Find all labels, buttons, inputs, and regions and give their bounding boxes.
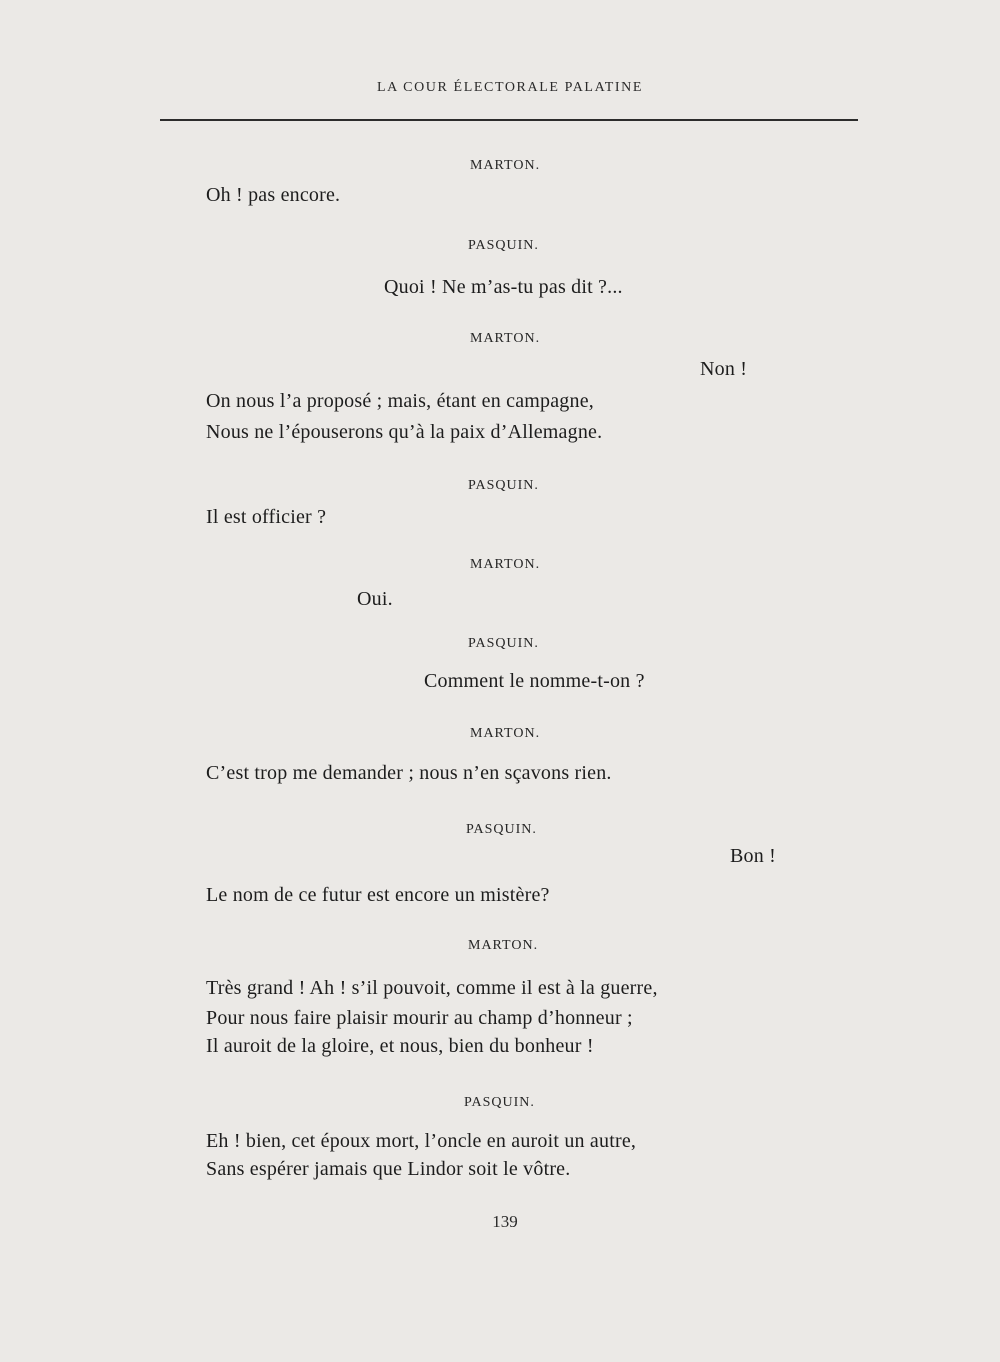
speaker-marton: MARTON.: [470, 331, 541, 346]
verse-line: Il auroit de la gloire, et nous, bien du bonheur !: [206, 1035, 594, 1057]
verse-line: Il est officier ?: [206, 506, 327, 528]
speaker-marton: MARTON.: [470, 158, 541, 173]
verse-line: On nous l’a proposé ; mais, étant en campagne,: [206, 390, 594, 412]
speaker-pasquin: PASQUIN.: [468, 478, 539, 493]
speaker-marton: MARTON.: [470, 557, 541, 572]
verse-line: Eh ! bien, cet époux mort, l’oncle en auroit un autre,: [206, 1130, 637, 1152]
verse-line: Le nom de ce futur est encore un mistère?: [206, 884, 550, 906]
page-number: 139: [492, 1212, 518, 1231]
verse-line: Non !: [700, 358, 748, 380]
verse-line: C’est trop me demander ; nous n’en sçavons rien.: [206, 762, 612, 784]
verse-line: Bon !: [730, 845, 776, 867]
verse-line: Très grand ! Ah ! s’il pouvoit, comme il est à la guerre,: [206, 977, 658, 999]
verse-line: Nous ne l’épouserons qu’à la paix d’Allemagne.: [206, 421, 603, 443]
verse-line: Comment le nomme-t-on ?: [424, 670, 645, 692]
speaker-marton: MARTON.: [468, 938, 539, 953]
verse-line: Quoi ! Ne m’as-tu pas dit ?...: [384, 276, 623, 298]
verse-line: Oui.: [357, 588, 393, 610]
speaker-pasquin: PASQUIN.: [468, 238, 539, 253]
header-rule: [160, 119, 858, 121]
verse-line: Oh ! pas encore.: [206, 184, 341, 206]
speaker-pasquin: PASQUIN.: [468, 636, 539, 651]
speaker-pasquin: PASQUIN.: [466, 822, 537, 837]
verse-line: Sans espérer jamais que Lindor soit le vôtre.: [206, 1158, 571, 1180]
speaker-pasquin: PASQUIN.: [464, 1095, 535, 1110]
verse-line: Pour nous faire plaisir mourir au champ d’honneur ;: [206, 1007, 633, 1029]
running-title: LA COUR ÉLECTORALE PALATINE: [376, 80, 644, 95]
speaker-marton: MARTON.: [470, 726, 541, 741]
